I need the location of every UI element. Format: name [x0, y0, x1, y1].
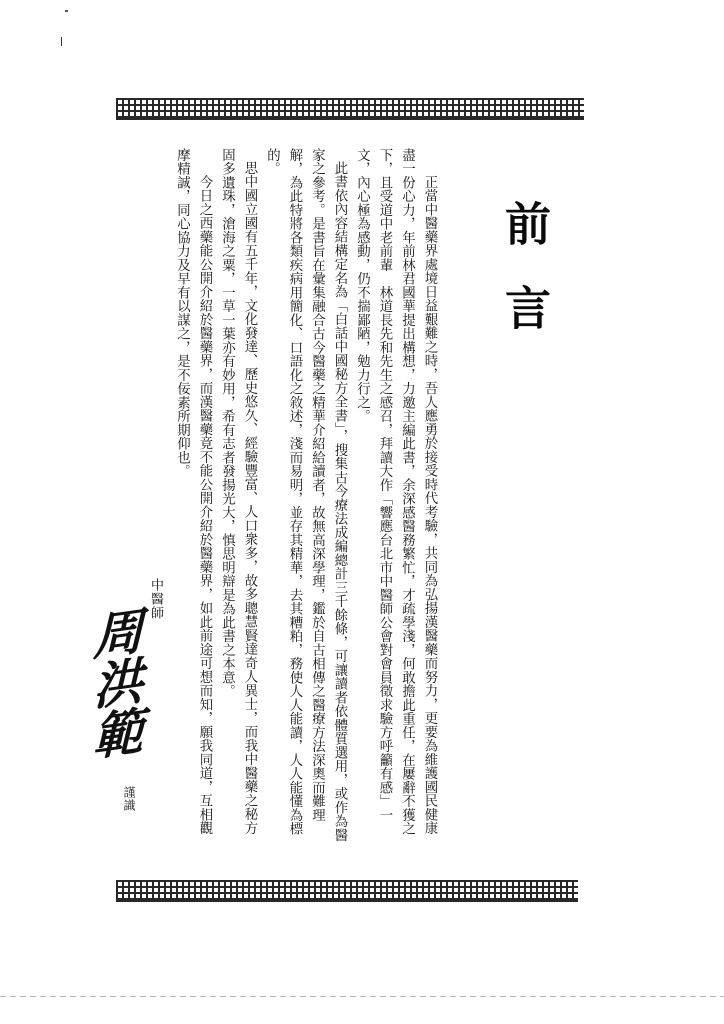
paragraph-2: 此書依內容結構定名為「白話中國秘方全書」，搜集古今療法成編總計三千餘條，可讓讀者依體質選用，或作為醫家之參考。是書旨在彙集融合古今醫藥之精華介紹給讀者，故無高深學理，鑑於自古相傳之醫療方法深奧而難理解，為此特將各類疾病用簡化、口語化之敘述，淺而易明，並存其精華，去其糟粕，務使人人能讀，人人能懂為標的。	[264, 148, 347, 843]
scan-mark	[61, 37, 62, 46]
paragraph-4: 今日之西藥能公開介紹於醫藥界，而漢醫藥竟不能公開介紹於醫藥界，如此前途可想而知，願我同道，互相觀摩精誠，同心協力及早有以謀之，是不佞素所期仰也。	[174, 148, 212, 835]
preface-body	[170, 148, 440, 848]
bottom-decorative-band	[116, 880, 578, 902]
paragraph-3: 思中國立國有五千年，文化發達、歷史悠久、經驗豐富、人口衆多，故多聰慧賢達奇人異士，而我中醫藥之秘方固多遺珠，滄海之粟，一草一葉亦有妙用，希有志者發揚光大，慎思明辯是為此書之本意。	[219, 148, 257, 836]
signature-title: 中醫師	[148, 578, 163, 620]
scan-edge-line	[0, 996, 724, 997]
page-title: 前言	[498, 200, 552, 368]
signature-suffix: 謹識	[122, 786, 136, 812]
handwritten-signature: 周洪範	[85, 603, 144, 763]
scan-speck	[65, 10, 68, 12]
paragraph-1: 正當中醫藥界處境日益艱難之時，吾人應勇於接受時代考驗，共同為弘揚漢醫藥而努力，更要為維護國民健康盡一份心力，年前林君國華提出構想，力邀主編此書，余深感醫務繁忙，才疏學淺，何敢擔此重任，在屢辭不獲之下，且受道中老前輩 林道長先和先生之感召，拜讀大作「響應台北市中醫師公會對會員徵求驗方呼籲有感」一文，內心極為感動，仍不揣鄙陋，勉力行之。	[354, 148, 437, 836]
top-decorative-band	[116, 98, 584, 120]
